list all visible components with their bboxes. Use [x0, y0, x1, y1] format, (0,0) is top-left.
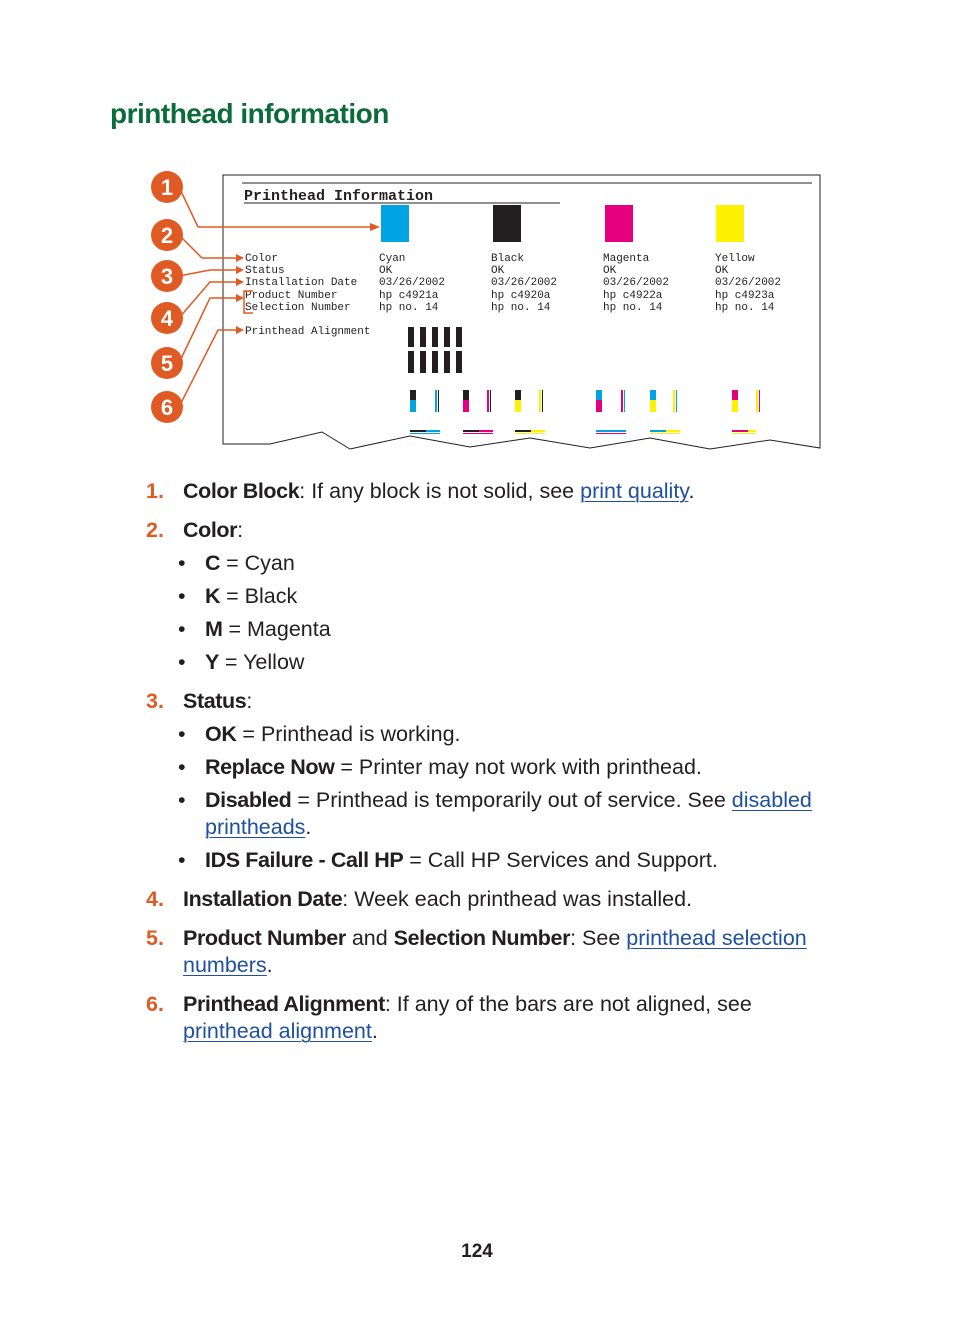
row-label-status: Status: [245, 265, 285, 277]
item-term-2: Selection Number: [393, 926, 571, 950]
item-number: 6.: [146, 992, 164, 1016]
color-sublist: [183, 550, 846, 676]
magenta-color: Magenta: [603, 253, 650, 265]
yellow-selection: hp no. 14: [715, 302, 775, 314]
callout-1: 1: [160, 175, 174, 200]
status-sublist: [183, 721, 846, 874]
item-text: : If any of the bars are not aligned, see: [384, 992, 752, 1016]
list-item-color: [146, 517, 846, 676]
item-term: Color Block: [183, 479, 300, 503]
item-text: : See: [570, 926, 627, 950]
magenta-product: hp c4922a: [603, 290, 663, 302]
link-print-quality[interactable]: print quality: [580, 479, 689, 503]
sub-item: • IDS Failure - Call HP = Call HP Services and Support.: [183, 847, 846, 874]
item-end: .: [371, 1019, 378, 1043]
sub-item: • K = Black: [183, 583, 846, 610]
sub-item: • Y = Yellow: [183, 649, 846, 676]
list-item-product-number: [146, 925, 846, 979]
magenta-date: 03/26/2002: [603, 277, 670, 289]
sub-item: • M = Magenta: [183, 616, 846, 643]
link-printhead-alignment[interactable]: printhead alignment: [183, 1019, 372, 1043]
black-product: hp c4920a: [491, 290, 551, 302]
item-term: Product Number: [183, 926, 346, 950]
yellow-color: Yellow: [715, 253, 755, 265]
list-item-status: [146, 688, 846, 874]
item-text: : If any block is not solid, see: [299, 479, 581, 503]
cyan-swatch: [381, 205, 409, 242]
callout-4: 4: [160, 306, 174, 331]
item-end: .: [266, 953, 273, 977]
item-text: : Week each printhead was installed.: [342, 887, 693, 911]
item-number: 3.: [146, 689, 164, 713]
cyan-status: OK: [379, 265, 393, 277]
item-term: Printhead Alignment: [183, 992, 385, 1016]
sub-item: • OK = Printhead is working.: [183, 721, 846, 748]
magenta-status: OK: [603, 265, 617, 277]
printhead-report-figure: [150, 170, 830, 455]
yellow-swatch: [716, 205, 744, 242]
cyan-date: 03/26/2002: [379, 277, 446, 289]
sub-item: • Replace Now = Printer may not work with printhead.: [183, 754, 846, 781]
row-label-installation-date: Installation Date: [245, 277, 358, 289]
item-number: 5.: [146, 926, 164, 950]
list-item-printhead-alignment: [146, 991, 846, 1045]
callout-markers: [151, 171, 183, 423]
row-label-selection-number: Selection Number: [245, 302, 351, 314]
black-swatch: [493, 205, 521, 242]
item-term: Status: [183, 689, 247, 713]
magenta-swatch: [605, 205, 633, 242]
yellow-product: hp c4923a: [715, 290, 775, 302]
list-item-color-block: [146, 478, 846, 505]
black-status: OK: [491, 265, 505, 277]
row-label-product-number: Product Number: [245, 290, 338, 302]
callout-5: 5: [160, 351, 174, 376]
item-term: Color: [183, 518, 238, 542]
magenta-selection: hp no. 14: [603, 302, 663, 314]
item-term: Installation Date: [183, 887, 343, 911]
item-text: :: [246, 689, 253, 713]
item-end: .: [688, 479, 695, 503]
yellow-status: OK: [715, 265, 729, 277]
item-number: 2.: [146, 518, 164, 542]
item-mid: and: [345, 926, 394, 950]
cyan-product: hp c4921a: [379, 290, 439, 302]
row-label-color: Color: [245, 253, 279, 265]
page-title: printhead information: [110, 98, 389, 129]
callout-2: 2: [160, 223, 174, 248]
list-item-installation-date: [146, 886, 846, 913]
alignment-label: Printhead Alignment: [245, 326, 371, 338]
black-date: 03/26/2002: [491, 277, 558, 289]
description-list: [146, 478, 846, 1057]
report-heading: Printhead Information: [244, 188, 434, 205]
black-color: Black: [491, 253, 525, 265]
link-disabled-printheads[interactable]: disabled printheads: [205, 788, 812, 839]
item-number: 4.: [146, 887, 164, 911]
item-text: :: [237, 518, 244, 542]
callout-3: 3: [160, 264, 174, 289]
callout-6: 6: [160, 395, 174, 420]
item-number: 1.: [146, 479, 164, 503]
sub-item: • Disabled = Printhead is temporarily out of service. See disabled printheads.: [183, 787, 846, 841]
page-number: 124: [461, 1241, 493, 1262]
link-printhead-selection-numbers[interactable]: printhead selection numbers: [183, 926, 807, 977]
sub-item: • C = Cyan: [183, 550, 846, 577]
cyan-selection: hp no. 14: [379, 302, 439, 314]
cyan-color: Cyan: [379, 253, 406, 265]
yellow-date: 03/26/2002: [715, 277, 782, 289]
black-selection: hp no. 14: [491, 302, 551, 314]
